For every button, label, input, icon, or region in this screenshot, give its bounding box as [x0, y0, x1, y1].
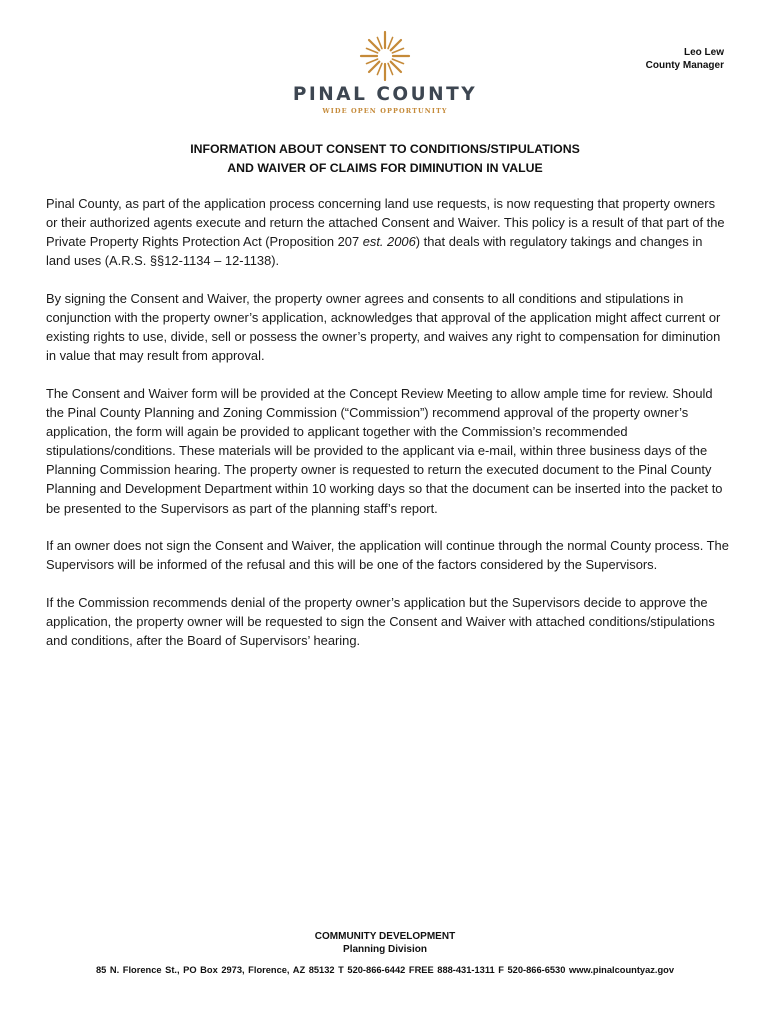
- manager-block: [646, 46, 724, 72]
- paragraph-1: [46, 194, 730, 270]
- footer-department: COMMUNITY DEVELOPMENT: [314, 931, 456, 942]
- document-body: [46, 194, 730, 669]
- paragraph-1-end: ) that deals with regulatory takings and changes in land uses (A.R.S. §§12-1134 – 12-1138).: [46, 234, 703, 269]
- sun-burst-icon: [354, 30, 416, 82]
- footer-department-block: [0, 930, 770, 956]
- paragraph-4: If an owner does not sign the Consent and Waiver, the application will continue through the normal County process. The Supervisors will be informed of the refusal and this will be one of the factors considered by the Supervisors.: [46, 538, 729, 573]
- logo-tagline: WIDE OPEN OPPORTUNITY: [322, 107, 448, 115]
- paragraph-1-start: Pinal County, as part of the application process concerning land use requests, is now requesting that property owners or their authorized agents execute and return the attached Consent and Waiver. This policy is a result of that part of the Private Property Rights Protection Act (Proposition 207: [46, 196, 725, 250]
- paragraph-1-italic: est. 2006: [362, 234, 416, 250]
- paragraph-5: If the Commission recommends denial of the property owner’s application but the Supervisors decide to approve the application, the property owner will be requested to sign the Consent and Waiver with attached conditions/stipulations and conditions, after the Board of Supervisors’ hearing.: [46, 594, 715, 649]
- paragraph-2: By signing the Consent and Waiver, the property owner agrees and consents to all conditions and stipulations in conjunction with the property owner’s application, acknowledges that approval of the application might affect current or existing rights to use, divide, sell or possess the owner’s property, and waives any right to compensation for diminution in value that may result from approval.: [46, 290, 721, 364]
- title-line-1: INFORMATION ABOUT CONSENT TO CONDITIONS/STIPULATIONS: [190, 142, 580, 156]
- title-line-2: AND WAIVER OF CLAIMS FOR DIMINUTION IN VALUE: [227, 161, 543, 175]
- manager-name: Leo Lew: [683, 47, 724, 58]
- paragraph-3: The Consent and Waiver form will be provided at the Concept Review Meeting to allow ample time for review. Should the Pinal County Planning and Zoning Commission (“Commission”) recommend approval of the property owner’s application, the form will again be provided to applicant together with the Commission’s recommended stipulations/conditions. These materials will be provided to the applicant via e-mail, within three business days of the Planning Commission hearing. The property owner is requested to return the executed document to the Pinal County Planning and Development Department within 10 working days so that the document can be inserted into the packet to be presented to the Supervisors as part of the planning staff’s report.: [46, 385, 723, 516]
- footer-address: 85 N. Florence St., PO Box 2973, Florence, AZ 85132 T 520-866-6442 FREE 888-431-1311 F 520-866-6530 www.pinalcountyaz.gov: [95, 965, 675, 975]
- manager-title: County Manager: [645, 60, 724, 71]
- footer-division: Planning Division: [343, 944, 427, 955]
- document-title: [46, 140, 724, 178]
- logo-name: PINAL COUNTY: [292, 84, 478, 105]
- pinal-county-logo: [270, 30, 500, 122]
